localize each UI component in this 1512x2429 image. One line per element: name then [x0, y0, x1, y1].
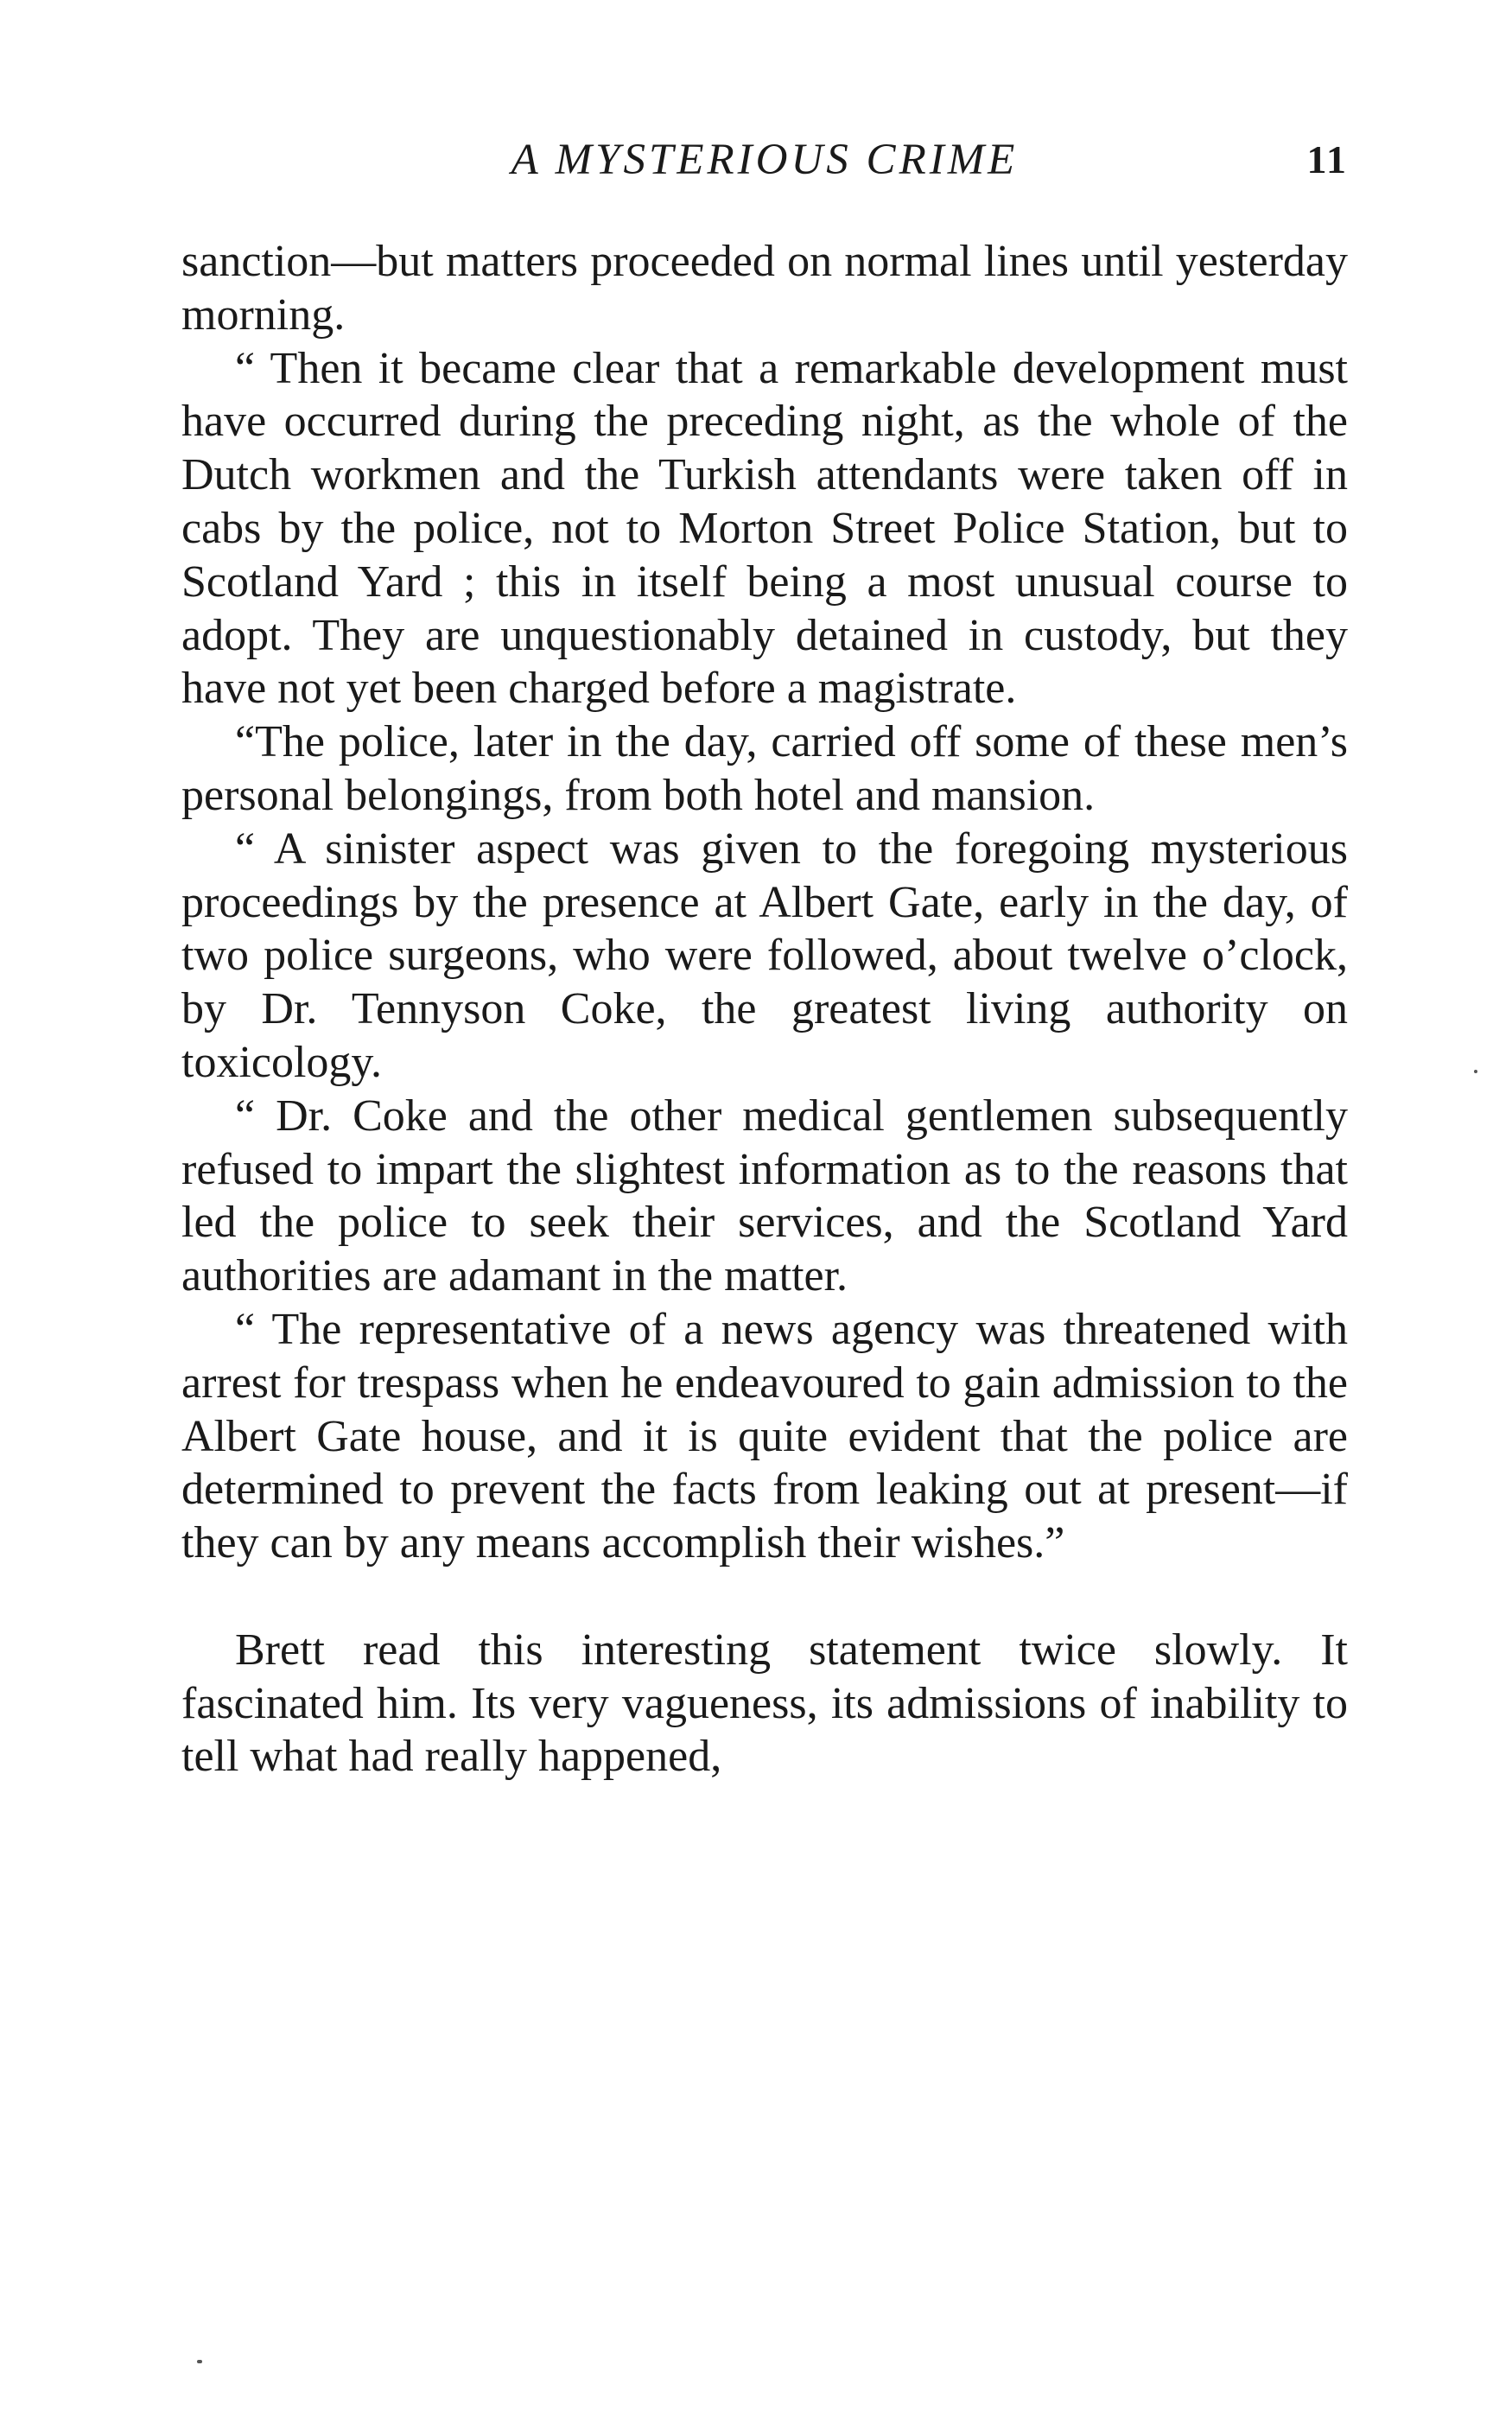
page-number: 11 [1306, 137, 1348, 181]
paragraph-6: “ The representative of a news agency was threatened with arrest for trespass when he endeavoured to gain admission to the Albert Gate house, and it is quite evident that the police are determined to prevent the facts from leaking out at present—if they can by any means accomplish their wishes.” [181, 1304, 1348, 1568]
body-text [181, 235, 1348, 1784]
print-speck-mark [197, 2360, 202, 2363]
paragraph-4: “ A sinister aspect was given to the foregoing mysterious proceedings by the presence at Albert Gate, early in the day, of two police surgeons, who were followed, about twelve o’clock, by Dr. Tennyson Coke, the greatest living authority on toxicology. [181, 823, 1348, 1087]
running-head [181, 130, 1348, 190]
paragraph-3: “The police, later in the day, carried off some of these men’s personal belongings, from both hotel and mansion. [181, 717, 1348, 820]
paragraph-7: Brett read this interesting statement twice slowly. It fascinated him. Its very vagueness, its admissions of inability to tell what had really happened, [181, 1625, 1348, 1782]
running-title: A MYSTERIOUS CRIME [511, 136, 1019, 184]
paragraph-1: sanction—but matters proceeded on normal lines until yesterday morning. [181, 237, 1348, 340]
paragraph-5: “ Dr. Coke and the other medical gentlemen subsequently refused to impart the slightest information as to the reasons that led the police to seek their services, and the Scotland Yard authorities are adamant in the matter. [181, 1091, 1348, 1301]
print-speck-mark [1474, 1070, 1477, 1073]
paragraph-2: “ Then it became clear that a remarkable development must have occurred during the preceding night, as the whole of the Dutch workmen and the Turkish attendants were taken off in cabs by the police, not to Morton Street Police Station, but to Scotland Yard ; this in itself being a most unusual course to adopt. They are unquestionably detained in custody, but they have not yet been charged before a magistrate. [181, 343, 1348, 714]
